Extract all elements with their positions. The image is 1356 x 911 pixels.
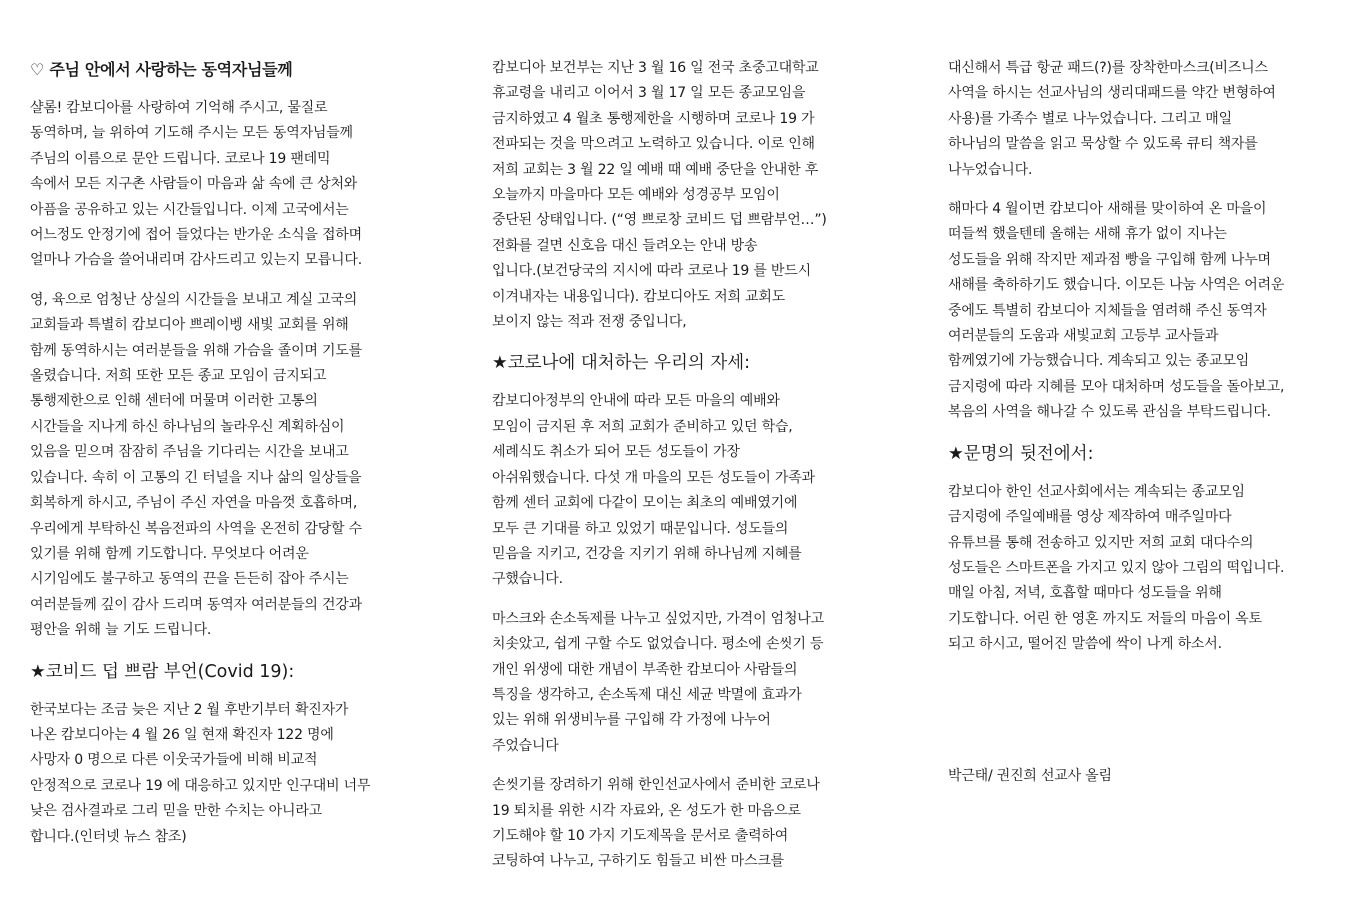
text-line: 매일 아침, 저녁, 호흡할 때마다 성도들을 위해 — [948, 585, 1222, 602]
text-line: 여러분들께 깊이 감사 드리며 동역자 여러분들의 건강과 — [30, 596, 362, 613]
text-line: 함께 동역하시는 여러분들을 위해 가슴을 졸이며 기도를 — [30, 342, 362, 359]
text-line: 사망자 0 명으로 다른 이웃국가들에 비해 비교적 — [30, 752, 318, 769]
text-line: 우리에게 부탁하신 복음전파의 사역을 온전히 감당할 수 — [30, 520, 362, 537]
text-line: 나온 캄보디아는 4 월 26 일 현재 확진자 122 명에 — [30, 726, 334, 743]
spacer — [948, 672, 1338, 764]
text-line: 금지령에 따라 지혜를 모아 대처하며 성도들을 돌아보고, — [948, 378, 1285, 395]
text-line: 유튜브를 통해 전송하고 있지만 저희 교회 대다수의 — [948, 534, 1254, 551]
text-line: 세례식도 취소가 되어 모든 성도들이 가장 — [492, 444, 740, 461]
text-line: 동역하며, 늘 위하여 기도해 주시는 모든 동역자님들께 — [30, 125, 353, 142]
column-1 — [30, 56, 420, 864]
text-line: 회복하게 하시고, 주님이 주신 자연을 마음껏 호흡하며, — [30, 495, 358, 512]
col3-paragraph-3 — [948, 480, 1338, 658]
text-line: 모임이 금지된 후 저희 교회가 준비하고 있던 학습, — [492, 418, 793, 435]
text-line: 한국보다는 조금 늦은 지난 2 월 후반기부터 확진자가 — [30, 701, 349, 718]
text-line: 중에도 특별히 캄보디아 지체들을 염려해 주신 동역자 — [948, 302, 1267, 319]
section-heading-covid19: ★코비드 덥 쁘람 부언(Covid 19): — [30, 661, 295, 682]
text-line: 속에서 모든 지구촌 사람들이 마음과 삶 속에 큰 상처와 — [30, 176, 358, 193]
text-line: 치솟았고, 쉽게 구할 수도 없었습니다. 평소에 손씻기 등 — [492, 636, 824, 653]
text-line: 입니다.(보건당국의 지시에 따라 코로나 19 를 반드시 — [492, 263, 811, 280]
col1-paragraph-3 — [30, 698, 420, 850]
col1-paragraph-1 — [30, 96, 420, 274]
text-line: 성도들을 위해 작지만 제과점 빵을 구입해 함께 나누며 — [948, 251, 1271, 268]
text-line: 시간들을 지나게 하신 하나님의 놀라우신 계획하심이 — [30, 418, 345, 435]
text-line: 캄보디아 보건부는 지난 3 월 16 일 전국 초중고대학교 — [492, 60, 819, 76]
text-line: 낮은 검사결과로 그리 믿을 만한 수치는 아니라고 — [30, 803, 322, 820]
section-heading-civilization: ★문명의 뒷전에서: — [948, 443, 1094, 464]
text-line: 교회들과 특별히 캄보디아 쁘레이벵 새빛 교회를 위해 — [30, 317, 349, 334]
text-line: 올렸습니다. 저희 또한 모든 종교 모임이 금지되고 — [30, 368, 327, 385]
text-line: 있음을 믿으며 잠잠히 주님을 기다리는 시간을 보내고 — [30, 444, 349, 461]
text-line: 나누었습니다. — [948, 161, 1033, 178]
text-line: 복음의 사역을 해나갈 수 있도록 관심을 부탁드립니다. — [948, 404, 1271, 421]
text-line: 손씻기를 장려하기 위해 한인선교사에서 준비한 코로나 — [492, 777, 820, 794]
text-line: 하나님의 말씀을 읽고 묵상할 수 있도록 큐티 책자를 — [948, 136, 1258, 153]
text-line: 캄보디아 한인 선교사회에서는 계속되는 종교모임 — [948, 483, 1245, 500]
text-line: 기도해야 할 10 가지 기도제목을 문서로 출력하여 — [492, 827, 789, 844]
text-line: 오늘까지 마을마다 모든 예배와 성경공부 모임이 — [492, 187, 780, 204]
text-line: 샬롬! 캄보디아를 사랑하여 기억해 주시고, 물질로 — [30, 100, 328, 116]
text-line: 주님의 이름으로 문안 드립니다. 코로나 19 팬데믹 — [30, 150, 331, 167]
text-line: 안정적으로 코로나 19 에 대응하고 있지만 인구대비 너무 — [30, 777, 371, 794]
text-line: 19 퇴치를 위한 시각 자료와, 온 성도가 한 마음으로 — [492, 802, 801, 819]
text-line: 대신해서 특급 항균 패드(?)를 장착한마스크(비즈니스 — [948, 60, 1268, 76]
section-heading-response: ★코로나에 대처하는 우리의 자세: — [492, 353, 751, 374]
text-line: 있기를 위해 함께 기도합니다. 무엇보다 어려운 — [30, 545, 309, 562]
text-line: 전화를 걸면 신호음 대신 들려오는 안내 방송 — [492, 237, 758, 254]
column-3 — [948, 56, 1338, 789]
letter-title: ♡ 주님 안에서 사랑하는 동역자님들께 — [30, 60, 293, 79]
text-line: 모두 큰 기대를 하고 있었기 때문입니다. 성도들의 — [492, 520, 789, 537]
text-line: 시기임에도 불구하고 동역의 끈을 든든히 잡아 주시는 — [30, 571, 349, 588]
text-line: 영, 육으로 엄청난 상실의 시간들을 보내고 계실 고국의 — [30, 291, 358, 308]
text-line: 금지령에 주일예배를 영상 제작하여 매주일마다 — [948, 509, 1232, 526]
text-line: 마스크와 손소독제를 나누고 싶었지만, 가격이 엄청나고 — [492, 610, 824, 627]
text-line: 전파되는 것을 막으려고 노력하고 있습니다. 이로 인해 — [492, 136, 815, 153]
text-line: 기도합니다. 어린 한 영혼 까지도 저들의 마음이 옥토 — [948, 610, 1262, 627]
col2-paragraph-1 — [492, 56, 872, 335]
text-line: 주었습니다 — [492, 737, 559, 754]
text-line: 통행제한으로 인해 센터에 머물며 이러한 고통의 — [30, 393, 318, 410]
col3-paragraph-1 — [948, 56, 1338, 183]
text-line: 이겨내자는 내용입니다). 캄보디아도 저희 교회도 — [492, 288, 785, 305]
col3-paragraph-2 — [948, 197, 1338, 426]
text-line: 개인 위생에 대한 개념이 부족한 캄보디아 사람들의 — [492, 661, 798, 678]
text-line: 보이지 않는 적과 전쟁 중입니다, — [492, 314, 687, 331]
text-line: 함께였기에 가능했습니다. 계속되고 있는 종교모임 — [948, 353, 1250, 370]
text-line: 있습니다. 속히 이 고통의 긴 터널을 지나 삶의 일상들을 — [30, 469, 362, 486]
col2-paragraph-4 — [492, 773, 872, 875]
column-2 — [492, 56, 872, 889]
text-line: 금지하였고 4 월초 통행제한을 시행하며 코로나 19 가 — [492, 110, 815, 127]
text-line: 믿음을 지키고, 건강을 지키기 위해 하나님께 지혜를 — [492, 545, 802, 562]
text-line: 함께 센터 교회에 다같이 모이는 최초의 예배였기에 — [492, 495, 798, 512]
text-line: 저희 교회는 3 월 22 일 예배 때 예배 중단을 안내한 후 — [492, 161, 819, 178]
text-line: 성도들은 스마트폰을 가지고 있지 않아 그림의 떡입니다. — [948, 559, 1285, 576]
text-line: 얼마나 가슴을 쓸어내리며 감사드리고 있는지 모릅니다. — [30, 252, 362, 269]
text-line: 새해를 축하하기도 했습니다. 이모든 나눔 사역은 어려운 — [948, 277, 1285, 294]
text-line: 여러분들의 도움과 새빛교회 고등부 교사들과 — [948, 328, 1219, 345]
text-line: 아픔을 공유하고 있는 시간들입니다. 이제 고국에서는 — [30, 201, 349, 218]
text-line: 떠들썩 했을텐테 올해는 새해 휴가 없이 지나는 — [948, 226, 1227, 243]
signature: 박근태/ 권진희 선교사 올림 — [948, 767, 1112, 784]
col1-paragraph-2 — [30, 288, 420, 644]
text-line: 중단된 상태입니다. (“영 쁘로창 코비드 덥 쁘람부언…”) — [492, 212, 827, 229]
text-line: 어느정도 안정기에 접어 들었다는 반가운 소식을 접하며 — [30, 227, 362, 244]
col2-paragraph-3 — [492, 607, 872, 759]
text-line: 휴교령을 내리고 이어서 3 월 17 일 모든 종교모임을 — [492, 85, 806, 102]
text-line: 합니다.(인터넷 뉴스 참조) — [30, 828, 187, 845]
text-line: 캄보디아정부의 안내에 따라 모든 마을의 예배와 — [492, 393, 780, 410]
text-line: 아쉬워했습니다. 다섯 개 마을의 모든 성도들이 가족과 — [492, 469, 815, 486]
text-line: 특징을 생각하고, 손소독제 대신 세균 박멸에 효과가 — [492, 686, 802, 703]
text-line: 구했습니다. — [492, 571, 563, 588]
text-line: 코팅하여 나누고, 구하기도 힘들고 비싼 마스크를 — [492, 853, 784, 870]
text-line: 해마다 4 월이면 캄보디아 새해를 맞이하여 온 마을이 — [948, 201, 1267, 218]
text-line: 사용)를 가족수 별로 나누었습니다. 그리고 매일 — [948, 110, 1232, 127]
col2-paragraph-2 — [492, 389, 872, 592]
text-line: 평안을 위해 늘 기도 드립니다. — [30, 622, 212, 639]
text-line: 되고 하시고, 떨어진 말씀에 싹이 나게 하소서. — [948, 636, 1222, 653]
text-line: 사역을 하시는 선교사님의 생리대패드를 약간 변형하여 — [948, 85, 1276, 102]
text-line: 있는 위해 위생비누를 구입해 각 가정에 나누어 — [492, 712, 771, 729]
